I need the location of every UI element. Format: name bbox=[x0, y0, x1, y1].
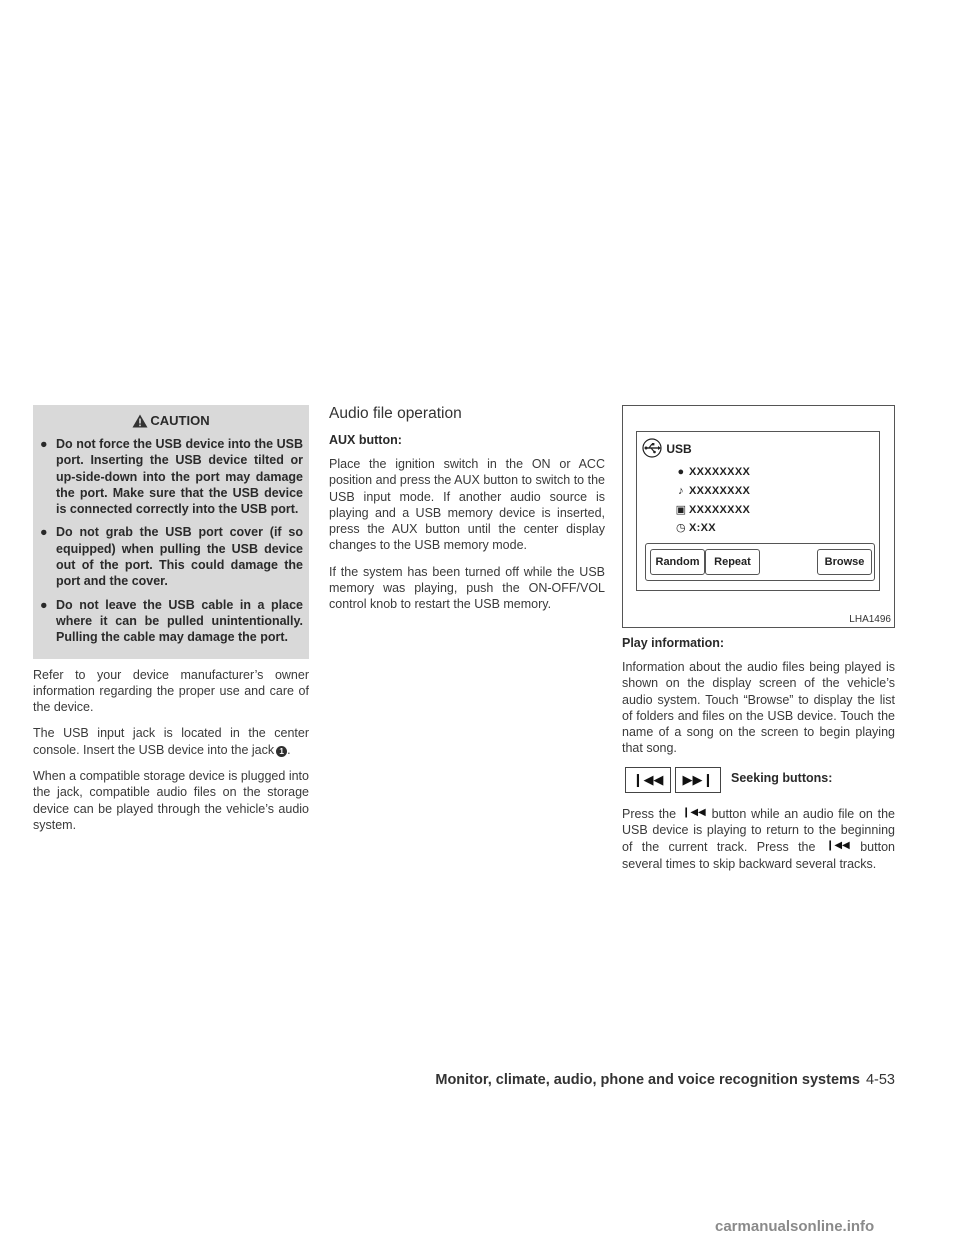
column-middle bbox=[329, 405, 605, 623]
paragraph: Information about the audio files being played is shown on the display screen of the vehicle’s audio system. Touch “Browse” to display the list of folders and files on the USB device. Touch the name of a song on the screen to begin playing that song. bbox=[622, 660, 895, 756]
seek-label: Seeking buttons: bbox=[731, 770, 833, 785]
skip-forward-icon: ▶▶❙ bbox=[682, 771, 714, 787]
browse-button[interactable]: Browse bbox=[817, 549, 872, 575]
usb-screen-figure bbox=[622, 405, 895, 628]
random-button[interactable]: Random bbox=[650, 549, 705, 575]
album-row: ▣ XXXXXXXX bbox=[675, 504, 751, 516]
skip-back-icon: ❙◀◀ bbox=[632, 771, 664, 787]
skip-back-icon: ❙◀◀ bbox=[825, 840, 850, 852]
watermark: carmanualsonline.info bbox=[715, 1218, 875, 1235]
column-left bbox=[33, 405, 309, 843]
artist-icon: ● bbox=[677, 466, 685, 478]
paragraph: Place the ignition switch in the ON or ACC position and press the AUX button to switch to the USB input mode. If another audio source is playing and a USB memory device is inserted, press the AUX button until the center display changes to the USB memory mode. bbox=[329, 457, 605, 553]
warning-triangle-icon bbox=[132, 414, 148, 428]
song-row: ♪ XXXXXXXX bbox=[675, 485, 750, 497]
section-heading: Audio file operation bbox=[329, 405, 462, 422]
music-note-icon: ♪ bbox=[678, 485, 684, 497]
bullet-icon: ● bbox=[40, 437, 48, 451]
caution-item: ● Do not force the USB device into the USB port. Inserting the USB device tilted or up-side-down into the port may damage the port. Make sure that the USB device is connected correctly into the USB port. bbox=[40, 437, 303, 517]
usb-source-row: USB bbox=[641, 438, 692, 458]
seek-buttons-row bbox=[622, 767, 895, 797]
figure-code: LHA1496 bbox=[849, 614, 891, 625]
time-row: ◷ X:XX bbox=[676, 522, 716, 534]
subheading-aux: AUX button: bbox=[329, 433, 402, 447]
skip-back-icon: ❙◀◀ bbox=[681, 806, 706, 818]
paragraph: The USB input jack is located in the center console. Insert the USB device into the jack 1 . bbox=[33, 726, 309, 757]
column-right bbox=[622, 405, 895, 882]
caution-item: ● Do not grab the USB port cover (if so equipped) when pulling the USB device out of the port. This could damage the port and the cover. bbox=[40, 525, 303, 589]
paragraph: Press the ❙◀◀ button while an audio file on the USB device is playing to return to the beginning of the current track. Press the ❙◀◀ button several times to skip backward several tracks. bbox=[622, 806, 895, 871]
bullet-icon: ● bbox=[40, 525, 48, 540]
caution-item: ● Do not leave the USB cable in a place where it can be pulled unintentionally. Pulling the cable may damage the port. bbox=[40, 597, 303, 645]
screen-button-bar bbox=[645, 543, 875, 581]
clock-icon: ◷ bbox=[676, 522, 686, 534]
album-icon: ▣ bbox=[675, 504, 687, 516]
seek-back-button bbox=[625, 767, 671, 793]
paragraph: Refer to your device manufacturer’s owner information regarding the proper use and care of the device. bbox=[33, 667, 309, 715]
caution-title: CAUTION bbox=[39, 413, 303, 428]
page-footer bbox=[425, 1072, 895, 1088]
usb-icon bbox=[641, 438, 663, 458]
display-screen bbox=[636, 431, 880, 591]
seek-forward-button bbox=[675, 767, 721, 793]
caution-box bbox=[33, 405, 309, 659]
paragraph: If the system has been turned off while the USB memory was playing, push the ON-OFF/VOL control knob to restart the USB memory. bbox=[329, 564, 605, 612]
repeat-button[interactable]: Repeat bbox=[705, 549, 760, 575]
caution-list bbox=[39, 436, 303, 646]
paragraph: When a compatible storage device is plugged into the jack, compatible audio files on the storage device can be played through the vehicle’s audio system. bbox=[33, 769, 309, 832]
artist-row: ● XXXXXXXX bbox=[675, 466, 750, 478]
jack-number-icon: 1 bbox=[276, 746, 287, 757]
bullet-icon: ● bbox=[40, 597, 48, 612]
page-number: 4-53 bbox=[865, 1072, 895, 1088]
footer-section-title: Monitor, climate, audio, phone and voice recognition systems bbox=[435, 1072, 860, 1088]
subheading-play-info: Play information: bbox=[622, 636, 725, 650]
